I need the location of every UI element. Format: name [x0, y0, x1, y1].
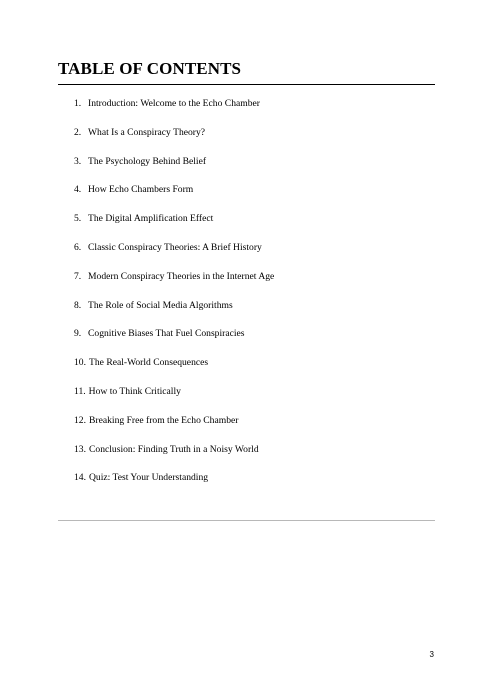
page-title: TABLE OF CONTENTS	[58, 59, 242, 78]
toc-entry	[74, 182, 414, 211]
toc-entry-text: Quiz: Test Your Understanding	[89, 472, 209, 484]
toc-entry-number: 8.	[74, 299, 82, 311]
toc-entry	[74, 442, 414, 471]
toc-entry	[74, 326, 414, 355]
toc-entry-text: Modern Conspiracy Theories in the Internet Age	[88, 270, 275, 282]
toc-entry-text: Breaking Free from the Echo Chamber	[89, 414, 239, 426]
toc-entry	[74, 96, 414, 125]
toc-entry	[74, 298, 414, 327]
toc-entry-number: 12.	[74, 414, 86, 426]
toc-entry	[74, 355, 414, 384]
toc-entry	[74, 125, 414, 154]
toc-entry-number: 4.	[74, 184, 82, 196]
toc-entry-text: The Real-World Consequences	[89, 357, 209, 369]
toc-entry-text: Cognitive Biases That Fuel Conspiracies	[88, 328, 245, 340]
toc-entry-number: 13.	[74, 443, 86, 455]
toc-entry-text: Classic Conspiracy Theories: A Brief History	[88, 241, 262, 253]
toc-entry-text: Introduction: Welcome to the Echo Chamber	[88, 98, 260, 109]
toc-entry	[74, 154, 414, 183]
toc-entry	[74, 269, 414, 298]
toc-entry-text: The Psychology Behind Belief	[88, 155, 207, 167]
toc-entry-number: 14.	[74, 472, 86, 484]
toc-entry-number: 1.	[74, 98, 82, 109]
toc-entry	[74, 240, 414, 269]
bottom-divider	[58, 520, 435, 521]
toc-entry-number: 9.	[74, 328, 82, 340]
toc-entry-number: 11.	[74, 385, 86, 397]
toc-entry-text: The Role of Social Media Algorithms	[88, 299, 233, 311]
toc-entry-text: The Digital Amplification Effect	[88, 213, 214, 225]
toc-entry-number: 3.	[74, 155, 82, 167]
toc-entry-number: 10.	[74, 357, 86, 369]
page-number: 3	[429, 650, 434, 659]
toc-entry	[74, 470, 414, 499]
toc-entry-number: 5.	[74, 213, 82, 225]
toc-entry	[74, 384, 414, 413]
title-divider	[58, 84, 435, 85]
toc-entry-number: 2.	[74, 126, 82, 138]
toc-entry-text: Conclusion: Finding Truth in a Noisy World	[89, 443, 259, 455]
toc-entry-text: How Echo Chambers Form	[88, 184, 194, 196]
toc-entry-text: What Is a Conspiracy Theory?	[88, 126, 206, 138]
toc-entry-number: 7.	[74, 270, 82, 282]
toc-entry	[74, 211, 414, 240]
toc-list	[74, 96, 414, 499]
toc-entry-text: How to Think Critically	[88, 385, 181, 397]
toc-entry	[74, 413, 414, 442]
toc-entry-number: 6.	[74, 241, 82, 253]
